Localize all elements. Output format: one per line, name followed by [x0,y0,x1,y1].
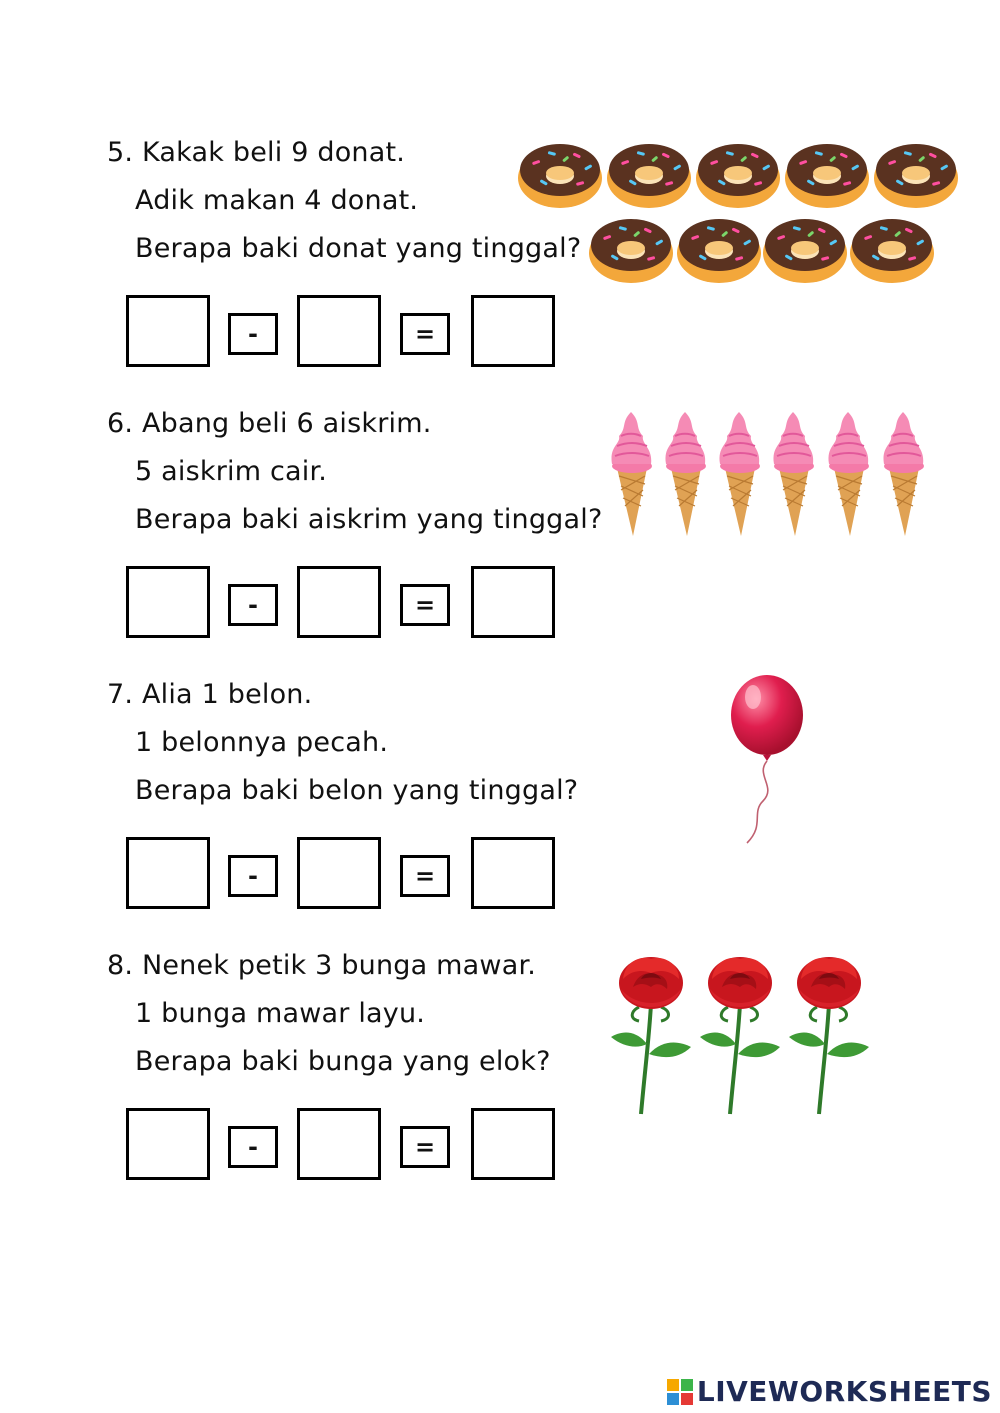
equals-sign-box: = [400,855,450,897]
question-7-line-1: 7. Alia 1 belon. [107,679,313,710]
question-6-line-2: 5 aiskrim cair. [135,456,328,487]
answer-box-first-number[interactable] [126,837,210,909]
minus-sign-box: - [228,313,278,355]
answer-box-second-number[interactable] [297,295,381,367]
balloon-icon [725,675,810,850]
answer-box-first-number[interactable] [126,1108,210,1180]
question-5-line-2: Adik makan 4 donat. [135,185,419,216]
rose-icon [605,945,880,1115]
liveworksheets-logo-icon [667,1379,693,1405]
question-8-line-1: 8. Nenek petik 3 bunga mawar. [107,950,537,981]
answer-box-second-number[interactable] [297,566,381,638]
answer-box-first-number[interactable] [126,295,210,367]
question-5-line-1: 5. Kakak beli 9 donat. [107,137,406,168]
ice-cream-icon [605,402,940,542]
donut-icon [515,132,965,287]
equals-sign-box: = [400,1126,450,1168]
equals-sign-box: = [400,584,450,626]
minus-sign-box: - [228,855,278,897]
question-6-line-3: Berapa baki aiskrim yang tinggal? [135,504,603,535]
answer-box-result[interactable] [471,837,555,909]
answer-box-second-number[interactable] [297,837,381,909]
answer-box-second-number[interactable] [297,1108,381,1180]
question-8-line-2: 1 bunga mawar layu. [135,998,426,1029]
question-7-line-3: Berapa baki belon yang tinggal? [135,775,579,806]
footer-brand [667,1375,992,1408]
minus-sign-box: - [228,1126,278,1168]
brand-name: LIVEWORKSHEETS [696,1375,992,1408]
equals-sign-box: = [400,313,450,355]
question-6-line-1: 6. Abang beli 6 aiskrim. [107,408,432,439]
answer-box-result[interactable] [471,566,555,638]
question-7-line-2: 1 belonnya pecah. [135,727,389,758]
question-8-line-3: Berapa baki bunga yang elok? [135,1046,551,1077]
question-5-line-3: Berapa baki donat yang tinggal? [135,233,582,264]
answer-box-result[interactable] [471,295,555,367]
answer-box-first-number[interactable] [126,566,210,638]
answer-box-result[interactable] [471,1108,555,1180]
minus-sign-box: - [228,584,278,626]
